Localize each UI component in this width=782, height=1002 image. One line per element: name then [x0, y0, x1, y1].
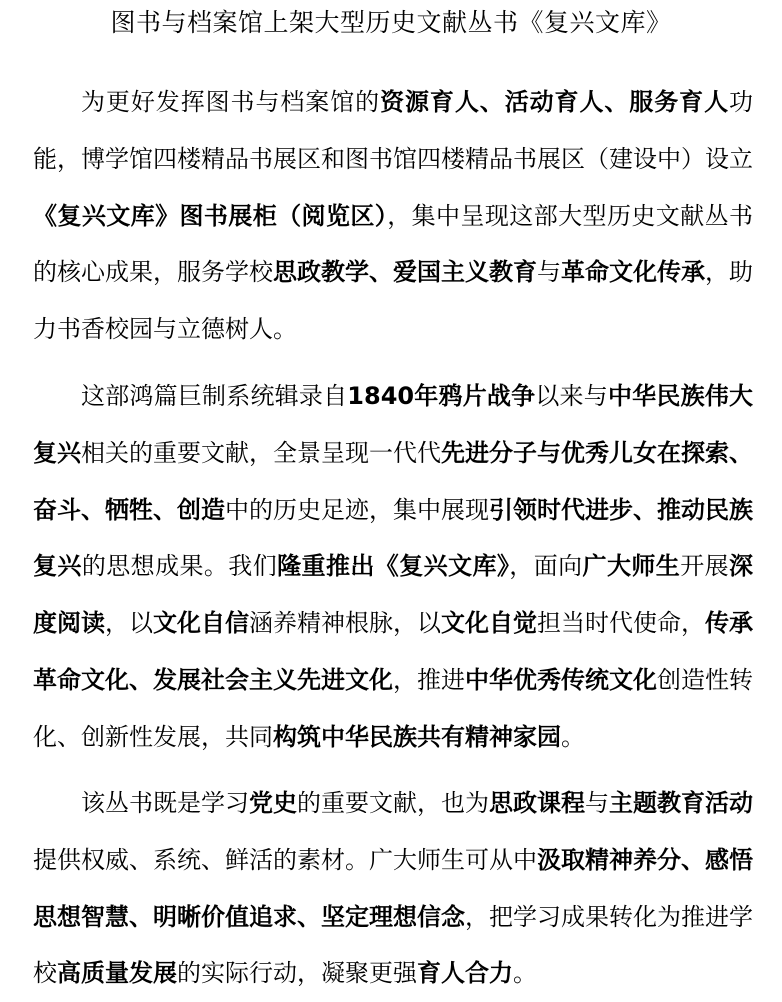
- text-run: ，集中呈现这部大型历史文献丛书的核心成果，服务学校: [33, 201, 754, 287]
- emphasized-text: 革命文化传承: [561, 258, 705, 287]
- text-run: 提供权威、系统、鲜活的素材。广大师生可从中: [33, 845, 537, 874]
- emphasized-text: 1840年鸦片战争: [347, 382, 536, 410]
- emphasized-text: 思政教学、爱国主义教育: [273, 258, 537, 287]
- text-run: 开展: [680, 552, 730, 581]
- emphasized-text: 中华优秀传统文化: [465, 665, 657, 694]
- paragraph-value: [33, 775, 753, 1002]
- text-run: 该丛书既是学习: [81, 789, 249, 817]
- emphasized-text: 文化自信: [153, 609, 249, 638]
- emphasized-text: 文化自觉: [441, 609, 537, 638]
- text-run: 涵养精神根脉，以: [249, 609, 441, 638]
- emphasized-text: 《复兴文库》图书展柜（阅览区）: [33, 201, 388, 230]
- emphasized-text: 先进分子与优秀儿女在探索、奋斗、牺牲、创造: [33, 438, 753, 524]
- text-run: 功能，博学馆四楼精品书展区和图书馆四楼精品书展区（建设中）设立: [33, 88, 754, 173]
- text-run: 与: [537, 258, 561, 287]
- text-run: 以来与: [535, 382, 608, 410]
- text-run: 中的历史足迹，集中展现: [225, 495, 489, 524]
- document-title: 图书与档案馆上架大型历史文献丛书《复兴文库》: [110, 8, 672, 37]
- emphasized-text: 汲取精神养分、感悟思想智慧、明晰价值追求、坚定理想信念: [33, 845, 753, 931]
- text-run: ，以: [105, 609, 153, 638]
- text-run: ，把学习成果转化为推进学校: [33, 902, 753, 988]
- emphasized-text: 资源育人、活动育人、服务育人: [380, 88, 730, 116]
- emphasized-text: 深度阅读: [33, 552, 754, 638]
- emphasized-text: 传承革命文化、发展社会主义先进文化: [33, 609, 753, 694]
- text-run: 的实际行动，凝聚更强: [177, 959, 417, 988]
- emphasized-text: 广大师生: [582, 552, 681, 581]
- text-run: 的重要文献，也为: [297, 789, 489, 817]
- text-run: ，面向: [509, 552, 583, 581]
- text-run: 担当时代使命，: [537, 609, 705, 638]
- text-run: 相关的重要文献，全景呈现一代代: [81, 438, 441, 467]
- emphasized-text: 隆重推出《复兴文库》: [277, 552, 510, 581]
- emphasized-text: 党史: [249, 789, 297, 817]
- text-run: 这部鸿篇巨制系统辑录自: [81, 382, 348, 410]
- emphasized-text: 育人合力: [417, 959, 513, 988]
- emphasized-text: 构筑中华民族共有精神家园: [273, 722, 561, 751]
- text-run: ，助力书香校园与立德树人。: [33, 258, 753, 344]
- text-run: 。: [561, 722, 585, 751]
- text-run: 的思想成果。我们: [81, 552, 278, 581]
- text-run: 创造性转化、创新性发展，共同: [33, 665, 753, 751]
- emphasized-text: 主题教育活动: [609, 789, 753, 817]
- paragraph-content: [33, 368, 753, 766]
- paragraph-intro: [33, 74, 753, 358]
- emphasized-text: 高质量发展: [57, 959, 177, 988]
- emphasized-text: 思政课程: [489, 789, 585, 817]
- text-run: 与: [585, 789, 609, 817]
- text-run: 为更好发挥图书与档案馆的: [81, 88, 381, 116]
- text-run: ，推进: [393, 665, 465, 694]
- emphasized-text: 中华民族伟大复兴: [33, 382, 754, 467]
- emphasized-text: 引领时代进步、推动民族复兴: [33, 495, 753, 581]
- text-run: 。: [513, 959, 537, 988]
